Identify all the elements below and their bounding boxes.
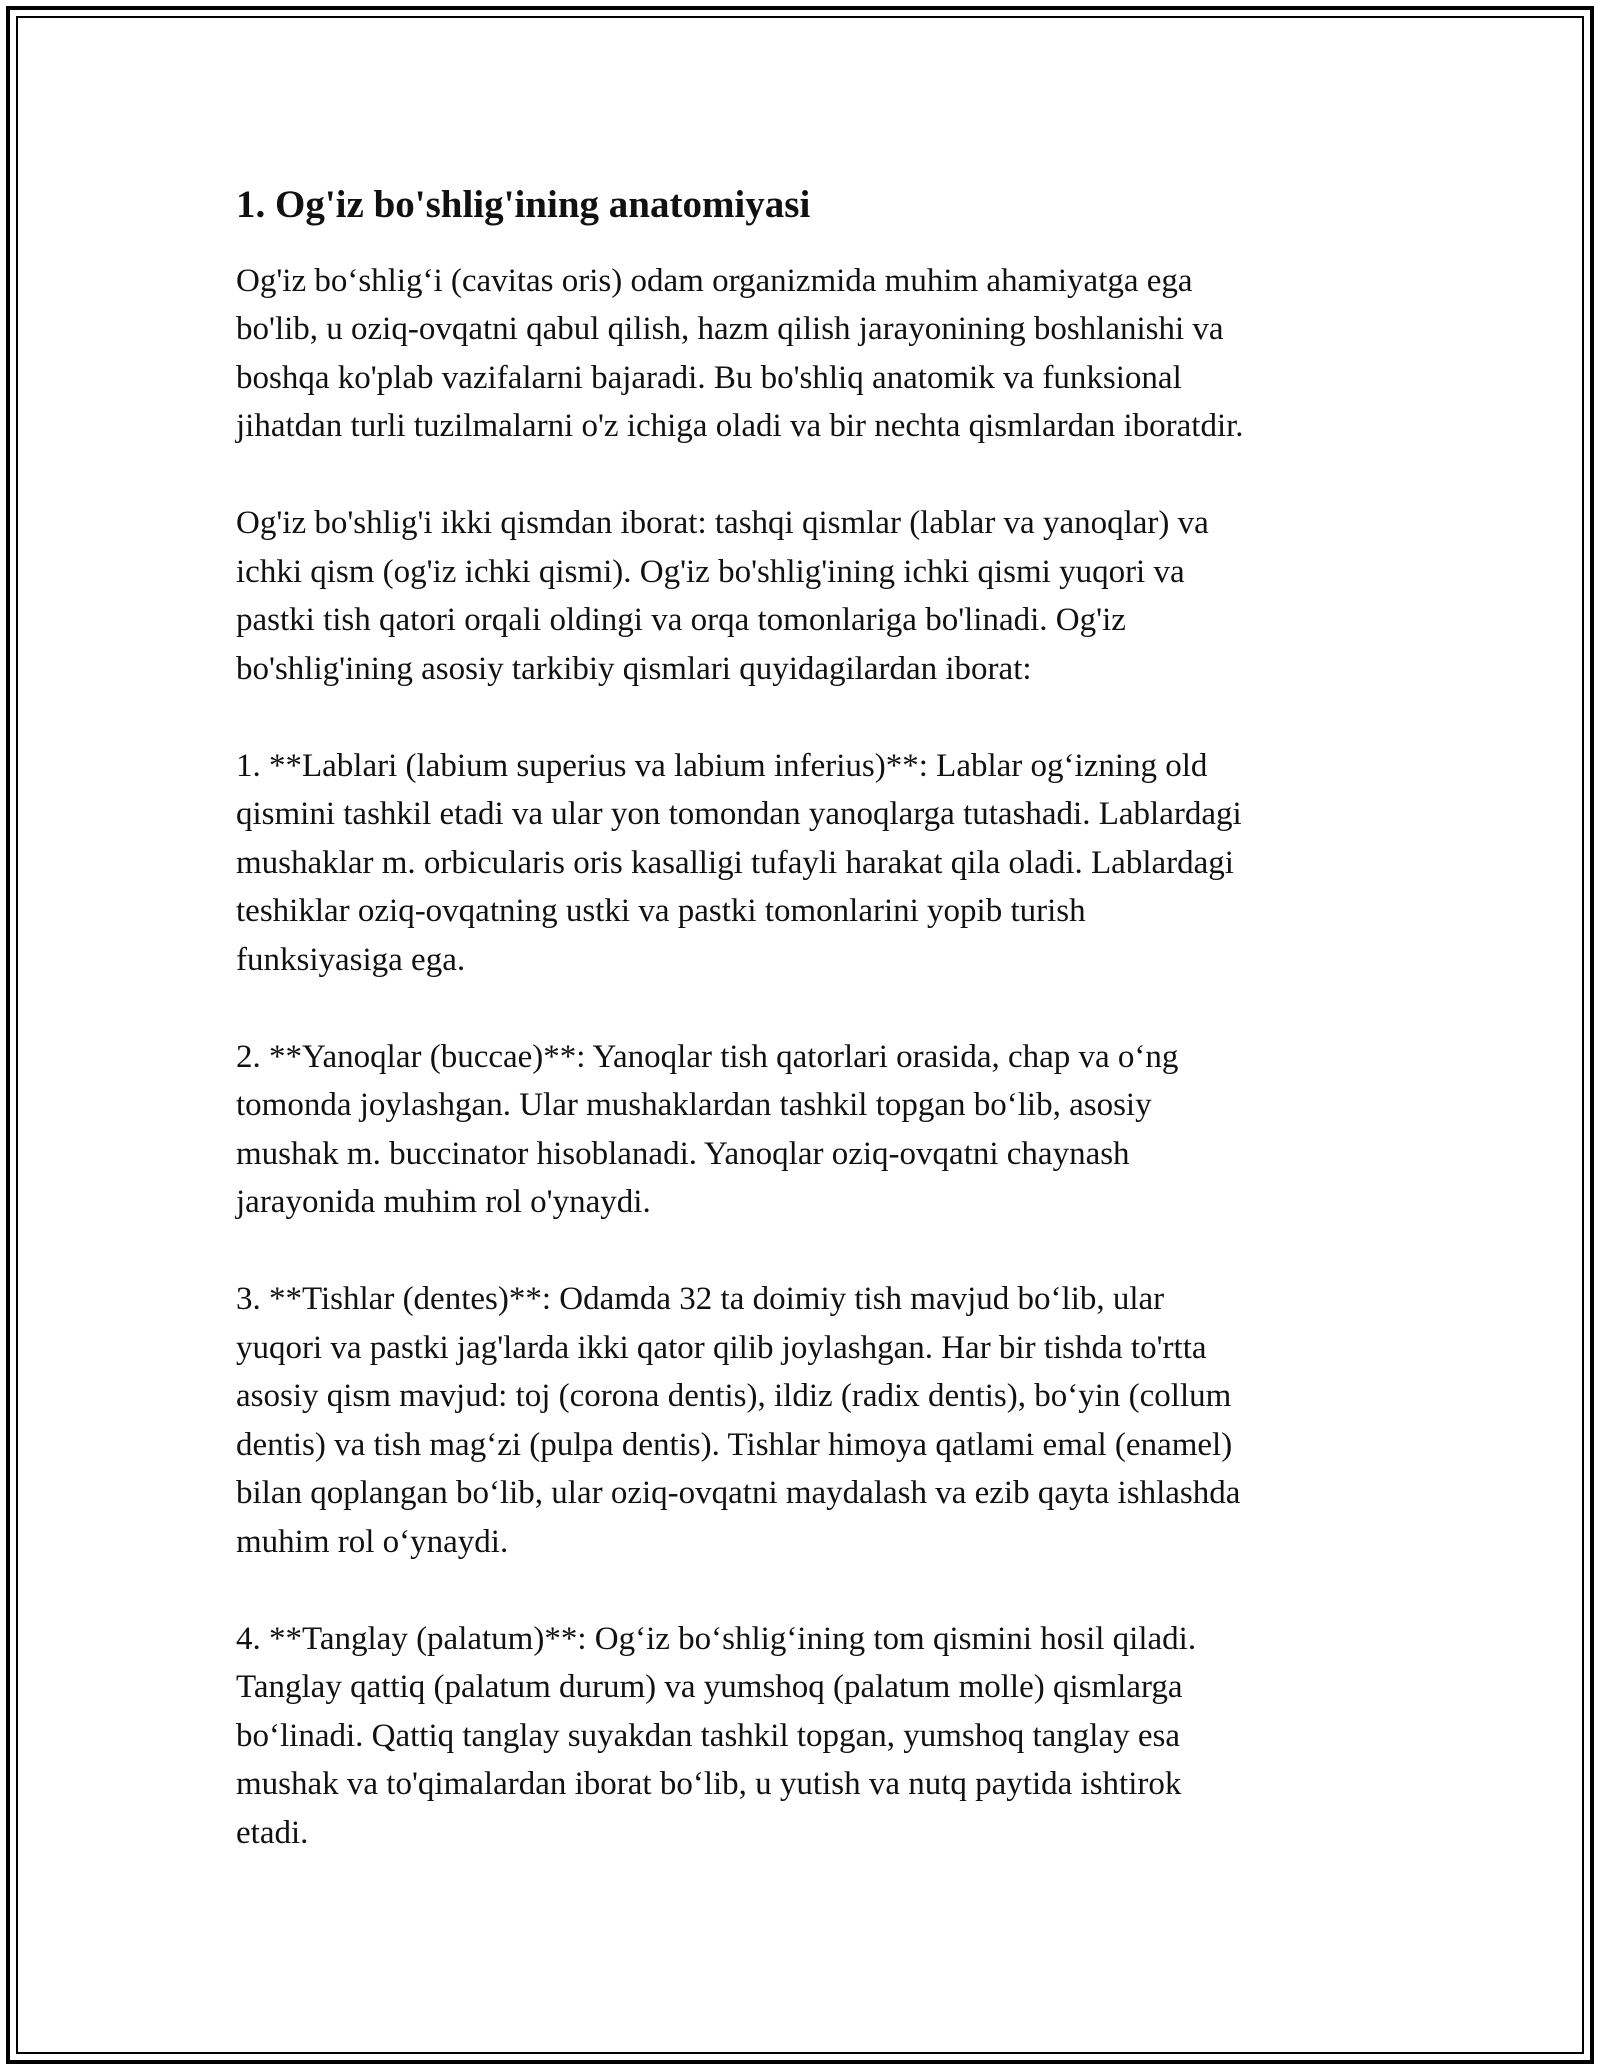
list-item-yanoqlar: 2. **Yanoqlar (buccae)**: Yanoqlar tish qatorlari orasida, chap va o‘ng tomonda joylashgan. Ular mushaklardan tashkil topgan bo‘lib, asosiy mushak m. buccinator hisoblanadi. Yanoqlar oziq-ovqatni chaynash jarayonida muhim rol o'ynaydi. — [236, 1038, 1179, 1221]
section-title: 1. Og'iz bo'shlig'ining anatomiyasi — [236, 183, 811, 226]
list-item-tishlar: 3. **Tishlar (dentes)**: Odamda 32 ta doimiy tish mavjud bo‘lib, ular yuqori va pastki jag'larda ikki qator qilib joylashgan. Har bir tishda to'rtta asosiy qism mavjud: toj (corona dentis), ildiz (radix dentis), bo‘yin (collum dentis) va tish mag‘zi (pulpa dentis). Tishlar himoya qatlami emal (enamel) bilan qoplangan bo‘lib, ular oziq-ovqatni maydalash va ezib qayta ishlashda muhim rol o‘ynaydi. — [236, 1281, 1241, 1560]
list-item-tanglay: 4. **Tanglay (palatum)**: Og‘iz bo‘shlig‘ining tom qismini hosil qiladi. Tanglay qattiq (palatum durum) va yumshoq (palatum molle) qismlarga bo‘linadi. Qattiq tanglay suyakdan tashkil topgan, yumshoq tanglay esa mushak va to'qimalardan iborat bo‘lib, u yutish va nutq paytida ishtirok etadi. — [236, 1620, 1197, 1851]
document-body — [236, 182, 1366, 1857]
list-item-lablar: 1. **Lablari (labium superius va labium inferius)**: Lablar og‘izning old qismini tashkil etadi va ular yon tomondan yanoqlarga tutashadi. Lablardagi mushaklar m. orbicularis oris kasalligi tufayli harakat qila oladi. Lablardagi teshiklar oziq-ovqatning ustki va pastki tomonlarini yopib turish funksiyasiga ega. — [236, 747, 1242, 978]
paragraph-parts-overview: Og'iz bo'shlig'i ikki qismdan iborat: tashqi qismlar (lablar va yanoqlar) va ichki qism (og'iz ichki qismi). Og'iz bo'shlig'ining ichki qismi yuqori va pastki tish qatori orqali oldingi va orqa tomonlariga bo'linadi. Og'iz bo'shlig'ining asosiy tarkibiy qismlari quyidagilardan iborat: — [236, 505, 1209, 687]
paragraph-intro: Og'iz bo‘shlig‘i (cavitas oris) odam organizmida muhim ahamiyatga ega bo'lib, u oziq-ovqatni qabul qilish, hazm qilish jarayonining boshlanishi va boshqa ko'plab vazifalarni bajaradi. Bu bo'shliq anatomik va funksional jihatdan turli tuzilmalarni o'z ichiga oladi va bir nechta qismlardan iboratdir. — [236, 262, 1244, 445]
